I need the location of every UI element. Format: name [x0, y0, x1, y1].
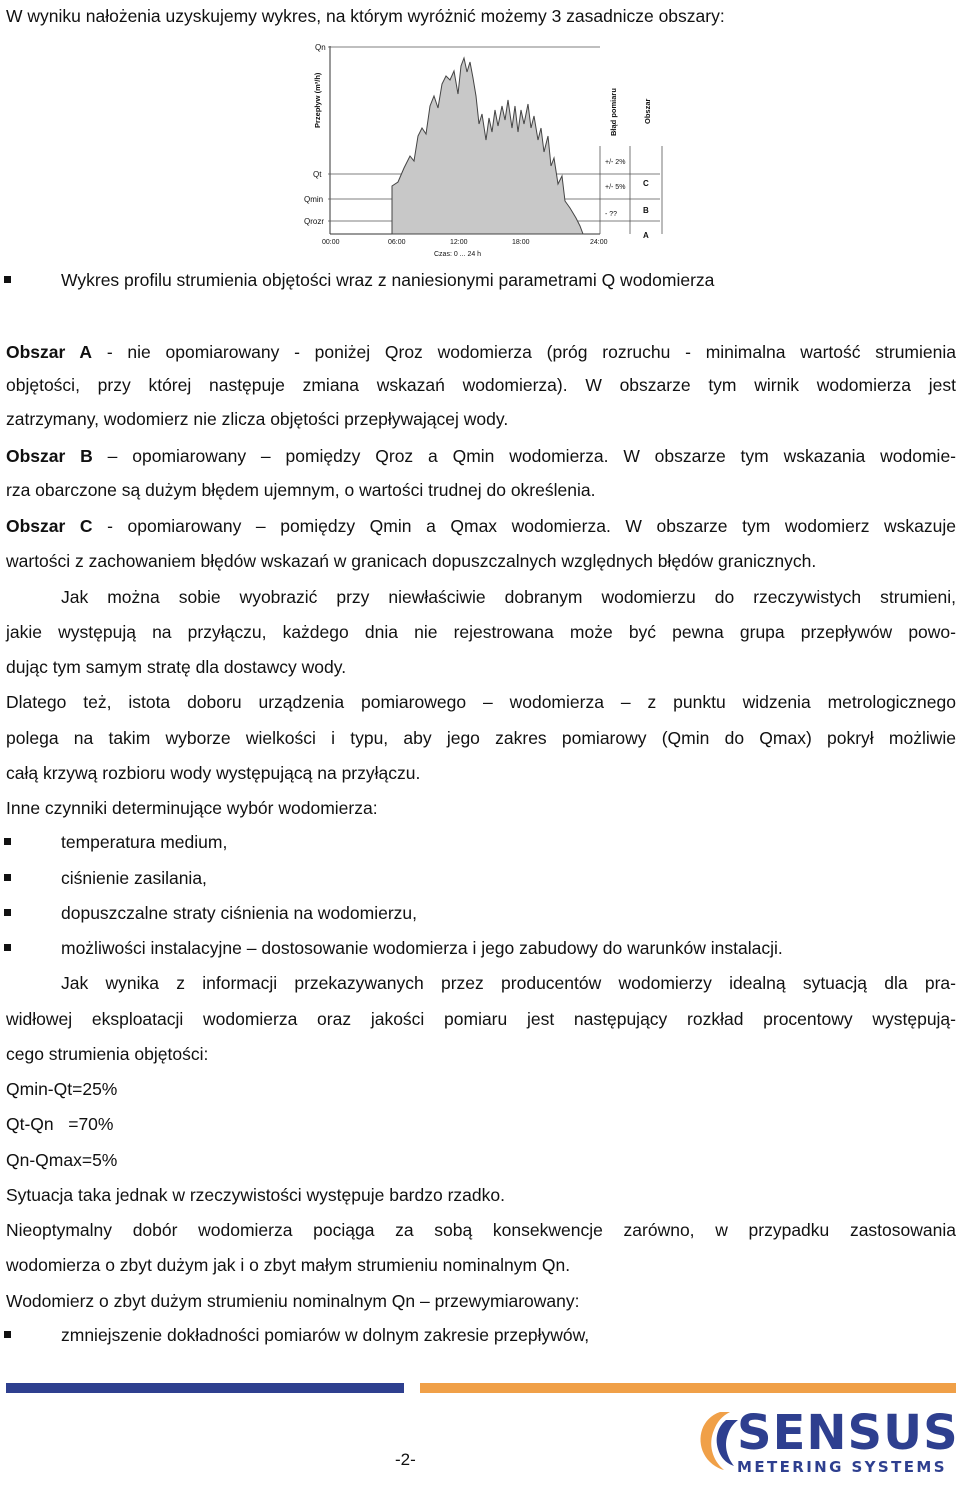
oversized-meter-item: zmniejszenie dokładności pomiarów w dolnym zakresie przepływów, — [61, 1325, 590, 1345]
bullet-square — [4, 944, 11, 951]
paragraph-obszar-a-line-2: objętości, przy której następuje zmiana wskazań wodomierza). W obszarze tym wirnik wodomierza jest — [6, 375, 956, 395]
oversized-meter-heading: Wodomierz o zbyt dużym strumieniu nominalnym Qn – przewymiarowany: — [6, 1291, 580, 1311]
factor-item: możliwości instalacyjne – dostosowanie wodomierza i jego zabudowy do warunków instalacji. — [61, 938, 783, 958]
y-level-qrozr: Qrozr — [304, 217, 324, 226]
error-label-1: +/- 5% — [605, 184, 626, 191]
intro-text: W wyniku nałożenia uzyskujemy wykres, na którym wyróżnić możemy 3 zasadnicze obszary: — [6, 6, 725, 26]
bullet-square — [4, 276, 11, 283]
area-title: Obszar — [643, 98, 652, 124]
x-tick-3: 18:00 — [512, 239, 530, 246]
logo-subtitle: METERING SYSTEMS — [737, 1458, 947, 1476]
logo-wordmark: SENSUS — [737, 1405, 959, 1461]
paragraph-jak-line-2: jakie występują na przyłączu, każdego dnia nie rejestrowana może być pewna grupa przepływów powo- — [6, 622, 956, 642]
area-label-a: A — [643, 231, 649, 240]
area-label-c: C — [643, 179, 649, 188]
paragraph-obszar-b-line-2: rza obarczone są dużym błędem ujemnym, o wartości trudnej do określenia. — [6, 480, 596, 500]
page-number: -2- — [395, 1450, 416, 1469]
flow-profile-figure — [300, 36, 670, 266]
paragraph-obszar-b-line-1: Obszar B – opomiarowany – pomiędzy Qroz a Qmin wodomierza. W obszarze tym wskazania wodomie- — [6, 446, 957, 466]
bullet-square — [4, 909, 11, 916]
factor-item: ciśnienie zasilania, — [61, 868, 207, 888]
footer-bar-blue — [6, 1383, 404, 1393]
y-axis-title: Przepływ (m³/h) — [313, 72, 322, 128]
paragraph-obszar-c-line-2: wartości z zachowaniem błędów wskazań w granicach dopuszczalnych względnych błędów granicznych. — [6, 551, 817, 571]
error-label-2: - ?? — [605, 211, 618, 218]
y-level-qt: Qt — [313, 170, 322, 179]
factor-item: temperatura medium, — [61, 832, 228, 852]
error-title: Błąd pomiaru — [609, 88, 618, 136]
x-tick-1: 06:00 — [388, 239, 406, 246]
rare-situation-text: Sytuacja taka jednak w rzeczywistości występuje bardzo rzadko. — [6, 1185, 505, 1205]
distribution-item: Qt-Qn =70% — [6, 1114, 114, 1134]
y-level-qmin: Qmin — [304, 195, 324, 204]
bullet-square — [4, 1331, 11, 1338]
x-caption: Czas: 0 ... 24 h — [434, 251, 482, 258]
obszar-c-label: Obszar C — [6, 516, 93, 536]
paragraph-obszar-a-line-3: zatrzymany, wodomierz nie zlicza objętości przepływającej wody. — [6, 409, 509, 429]
x-tick-0: 00:00 — [322, 239, 340, 246]
paragraph-jak-line-3: dując tym samym stratę dla dostawcy wody. — [6, 657, 347, 677]
paragraph-dlatego-line-3: całą krzywą rozbioru wody występującą na przyłączu. — [6, 763, 421, 783]
footer-bar-orange — [420, 1383, 956, 1393]
area-label-b: B — [643, 206, 649, 215]
x-tick-2: 12:00 — [450, 239, 468, 246]
paragraph-dlatego-line-1: Dlatego też, istota doboru urządzenia pomiarowego – wodomierza – z punktu widzenia metrologicznego — [6, 692, 956, 712]
paragraph-obszar-c-line-1: Obszar C - opomiarowany – pomiędzy Qmin a Qmax wodomierza. W obszarze tym wodomierz wskazuje — [6, 516, 956, 536]
paragraph-nieoptymalny-line-1: Nieoptymalny dobór wodomierza pociąga za sobą konsekwencje zarówno, w przypadku zastosowania — [6, 1220, 956, 1240]
paragraph-dlatego-line-2: polega na takim wyborze wielkości i typu, aby jego zakres pomiarowy (Qmin do Qmax) pokrył możliwie — [6, 728, 956, 748]
paragraph-nieoptymalny-line-2: wodomierza o zbyt dużym jak i o zbyt małym strumieniu nominalnym Qn. — [6, 1255, 571, 1275]
x-tick-4: 24:00 — [590, 239, 608, 246]
figure-caption: Wykres profilu strumienia objętości wraz z naniesionymi parametrami Q wodomierza — [61, 270, 715, 290]
paragraph-producer-line-2: widłowej eksploatacji wodomierza oraz jakości pomiaru jest następujący rozkład procentowy występują- — [6, 1009, 956, 1029]
obszar-b-label: Obszar B — [6, 446, 93, 466]
y-level-qn: Qn — [315, 43, 326, 52]
sensus-logo-icon — [690, 1408, 740, 1476]
obszar-a-label: Obszar A — [6, 342, 93, 362]
bullet-square — [4, 874, 11, 881]
factors-intro: Inne czynniki determinujące wybór wodomierza: — [6, 798, 378, 818]
distribution-item: Qn-Qmax=5% — [6, 1150, 118, 1170]
error-label-0: +/- 2% — [605, 159, 626, 166]
paragraph-producer-line-3: cego strumienia objętości: — [6, 1044, 209, 1064]
paragraph-obszar-a-line-1: Obszar A - nie opomiarowany - poniżej Qroz wodomierza (próg rozruchu - minimalna wartość strumienia — [6, 342, 956, 362]
paragraph-producer-line-1: Jak wynika z informacji przekazywanych przez producentów wodomierzy idealną sytuacją dla pra- — [61, 973, 956, 993]
paragraph-jak-line-1: Jak można sobie wyobrazić przy niewłaściwie dobranym wodomierzu do rzeczywistych strumieni, — [61, 587, 956, 607]
factor-item: dopuszczalne straty ciśnienia na wodomierzu, — [61, 903, 418, 923]
distribution-item: Qmin-Qt=25% — [6, 1079, 118, 1099]
bullet-square — [4, 838, 11, 845]
